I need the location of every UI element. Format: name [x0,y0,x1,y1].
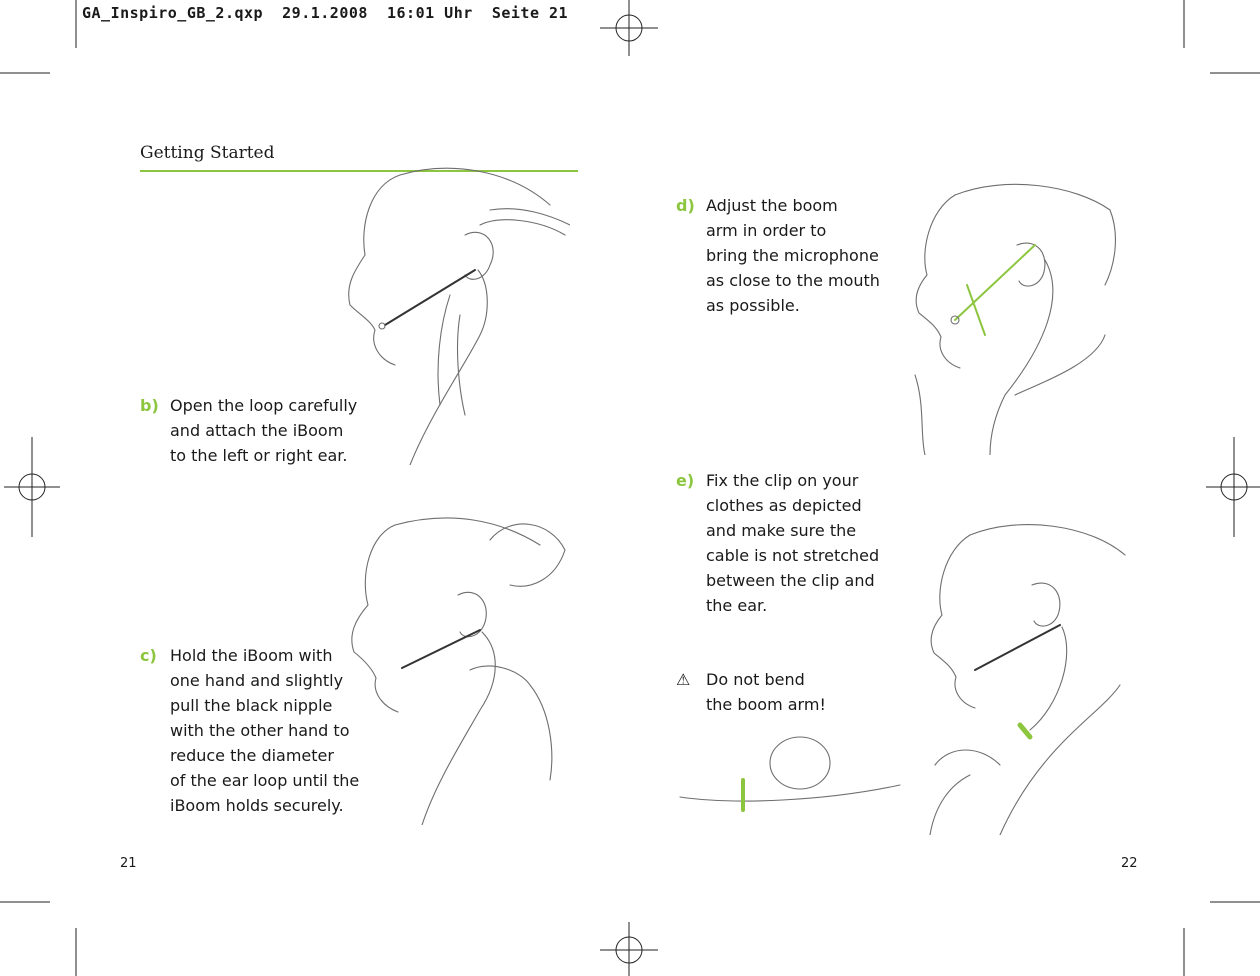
step-d [676,193,880,318]
illustration-attach-iboom [340,165,570,465]
illustration-hold-iboom [340,510,570,825]
step-b [140,393,357,468]
step-e [676,468,879,618]
step-d-text: Adjust the boom arm in order to bring the microphone as close to the mouth as possible. [706,196,880,315]
illustration-adjust-boom [905,175,1125,455]
illustration-fix-clip [920,515,1140,835]
warning-text: Do not bend the boom arm! [706,670,826,714]
illustration-boom-arm [675,735,915,815]
step-c [140,643,359,818]
step-e-text: Fix the clip on your clothes as depicted and make sure the cable is not stretched between the clip and the ear. [706,471,880,615]
step-c-text: Hold the iBoom with one hand and slightly pull the black nipple with the other hand to reduce the diameter of the ear loop until the iBoom holds securely. [170,646,360,815]
step-c-letter: c) [140,646,157,665]
warning-icon: ⚠ [676,670,691,689]
step-d-letter: d) [676,196,695,215]
file-slug: GA_Inspiro_GB_2.qxp 29.1.2008 16:01 Uhr Seite 21 [82,4,569,22]
step-e-letter: e) [676,471,695,490]
page-number-right: 22 [1121,856,1138,871]
section-title: Getting Started [140,143,275,163]
page-number-left: 21 [120,856,137,871]
warning-note [676,667,826,717]
step-b-text: Open the loop carefully and attach the iBoom to the left or right ear. [170,396,358,465]
step-b-letter: b) [140,396,159,415]
